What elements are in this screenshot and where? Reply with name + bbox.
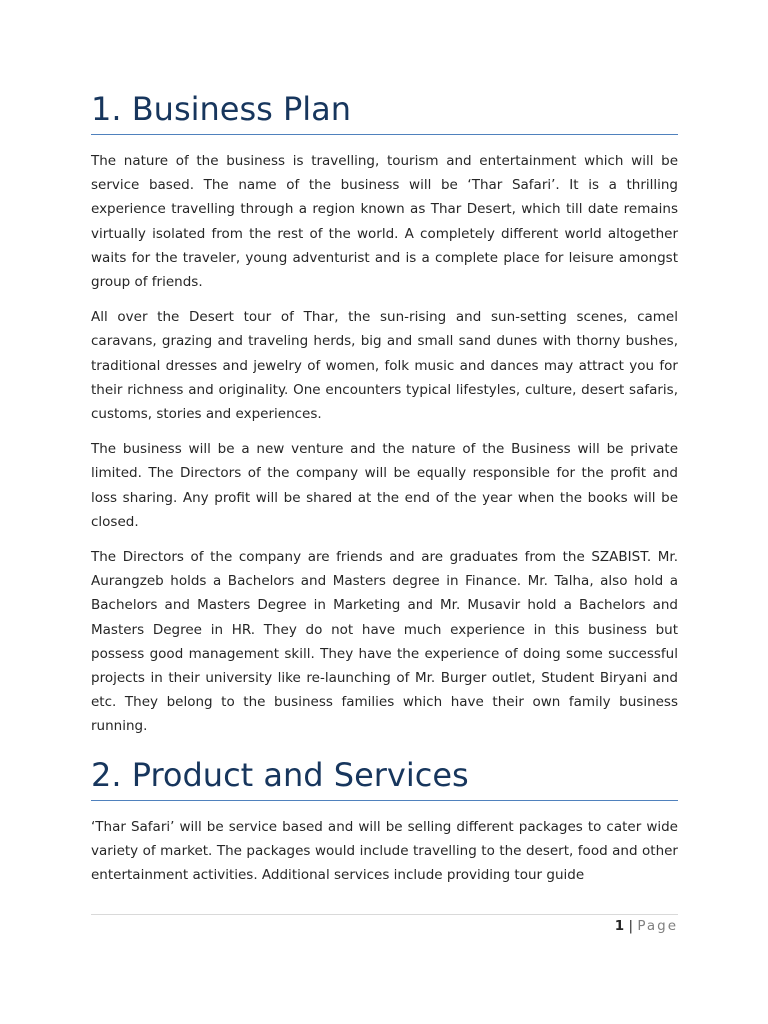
page-number: 1 bbox=[614, 918, 625, 934]
paragraph-business-venture: The business will be a new venture and the nature of the Business will be private limited. The Directors of the company will be equally responsible for the profit and loss sharing. Any profit will be shared at the end of the year when the books will be closed. bbox=[91, 441, 678, 530]
page-footer bbox=[91, 914, 678, 936]
footer-separator: | bbox=[624, 918, 638, 934]
paragraph-directors: The Directors of the company are friends and are graduates from the SZABIST. Mr. Aurangzeb holds a Bachelors and Masters degree in Finance. Mr. Talha, also hold a Bachelors and Masters Degree in Marketing and Mr. Musavir hold a Bachelors and Masters Degree in HR. They do not have much experience in this business but possess good management skill. They have the experience of doing some successful projects in their university like re-launching of Mr. Burger outlet, Student Biryani and etc. They belong to the business families which have their own family business running. bbox=[91, 549, 678, 735]
document-page bbox=[91, 0, 678, 1024]
section-heading-product-services: 2. Product and Services bbox=[91, 755, 678, 801]
section-heading-business-plan: 1. Business Plan bbox=[91, 89, 678, 135]
paragraph-thar-safari-services: ‘Thar Safari’ will be service based and will be selling different packages to cater wide variety of market. The packages would include travelling to the desert, food and other entertainment activities. Additional services include providing tour guide bbox=[91, 818, 678, 884]
paragraph-desert-tour: All over the Desert tour of Thar, the sun-rising and sun-setting scenes, camel caravans, grazing and traveling herds, big and small sand dunes with thorny bushes, traditional dresses and jewelry of women, folk music and dances may attract you for their richness and originality. One encounters typical lifestyles, culture, desert safaris, customs, stories and experiences. bbox=[91, 309, 678, 423]
paragraph-nature-of-business: The nature of the business is travelling, tourism and entertainment which will be service based. The name of the business will be ‘Thar Safari’. It is a thrilling experience travelling through a region known as Thar Desert, which till date remains virtually isolated from the rest of the world. A completely different world altogether waits for the traveler, young adventurist and is a complete place for leisure amongst group of friends. bbox=[91, 153, 678, 291]
page-label: Page bbox=[637, 918, 678, 934]
section-body-product-services bbox=[91, 815, 678, 892]
